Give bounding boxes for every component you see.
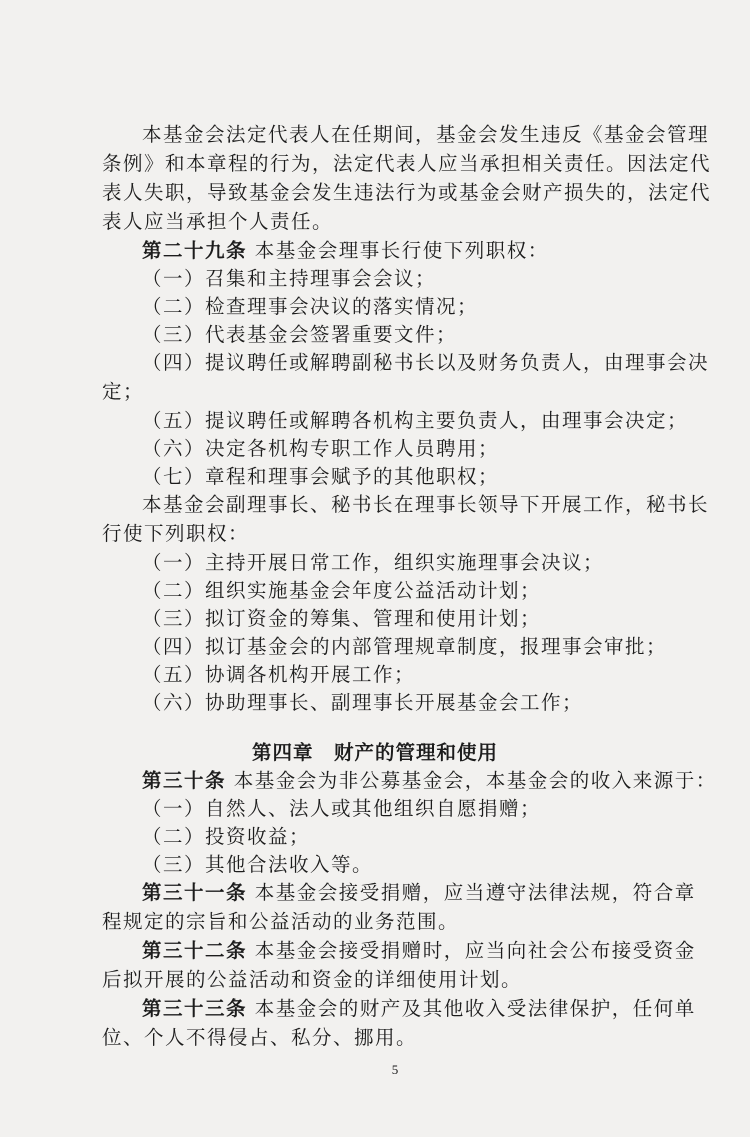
list-item: （二）检查理事会决议的落实情况； xyxy=(142,295,479,318)
chapter-title: 第四章 财产的管理和使用 xyxy=(251,741,498,764)
list-item: （一）召集和主持理事会会议； xyxy=(142,267,437,290)
article-heading: 第二十九条 xyxy=(142,239,248,262)
article-30 xyxy=(142,768,717,794)
paragraph-line: 位、个人不得侵占、私分、挪用。 xyxy=(102,1026,418,1049)
paragraph-line: 程规定的宗旨和公益活动的业务范围。 xyxy=(102,910,460,933)
list-item: （六）决定各机构专职工作人员聘用； xyxy=(142,437,500,460)
article-31 xyxy=(142,880,696,906)
paragraph-line: 行使下列职权： xyxy=(102,522,250,545)
article-text: 本基金会的财产及其他收入受法律保护，任何单 xyxy=(254,997,696,1020)
paragraph-line: 表人应当承担个人责任。 xyxy=(102,210,334,233)
article-heading: 第三十条 xyxy=(142,769,227,792)
list-item-continuation: 定； xyxy=(102,380,145,403)
article-text: 本基金会接受捐赠时，应当向社会公布接受资金 xyxy=(254,939,696,962)
paragraph-line: 本基金会法定代表人在任期间，基金会发生违反《基金会管理 xyxy=(142,123,710,146)
article-33 xyxy=(142,996,696,1022)
paragraph-line: 表人失职，导致基金会发生违法行为或基金会财产损失的，法定代 xyxy=(102,181,712,204)
list-item: （二）组织实施基金会年度公益活动计划； xyxy=(142,579,542,602)
list-item: （七）章程和理事会赋予的其他职权； xyxy=(142,465,500,488)
article-29 xyxy=(142,238,549,264)
paragraph-line: 后拟开展的公益活动和资金的详细使用计划。 xyxy=(102,968,523,991)
list-item: （一）自然人、法人或其他组织自愿捐赠； xyxy=(142,797,542,820)
article-heading: 第三十二条 xyxy=(142,939,248,962)
paragraph-line: 本基金会副理事长、秘书长在理事长领导下开展工作，秘书长 xyxy=(142,493,710,516)
list-item: （一）主持开展日常工作，组织实施理事会决议； xyxy=(142,551,605,574)
article-text: 本基金会为非公募基金会，本基金会的收入来源于： xyxy=(233,769,717,792)
article-heading: 第三十三条 xyxy=(142,997,248,1020)
list-item: （二）投资收益； xyxy=(142,825,311,848)
article-text: 本基金会接受捐赠，应当遵守法律法规，符合章 xyxy=(254,881,696,904)
page-number: 5 xyxy=(391,1062,399,1077)
list-item: （四）提议聘任或解聘副秘书长以及财务负责人，由理事会决 xyxy=(142,351,710,374)
paragraph-line: 条例》和本章程的行为，法定代表人应当承担相关责任。因法定代 xyxy=(102,152,712,175)
list-item: （三）拟订资金的筹集、管理和使用计划； xyxy=(142,607,542,630)
list-item: （四）拟订基金会的内部管理规章制度，报理事会审批； xyxy=(142,635,668,658)
list-item: （六）协助理事长、副理事长开展基金会工作； xyxy=(142,691,584,714)
list-item: （三）代表基金会签署重要文件； xyxy=(142,323,458,346)
article-text: 本基金会理事长行使下列职权： xyxy=(254,239,549,262)
list-item: （三）其他合法收入等。 xyxy=(142,853,374,876)
article-32 xyxy=(142,938,696,964)
list-item: （五）提议聘任或解聘各机构主要负责人，由理事会决定； xyxy=(142,409,689,432)
list-item: （五）协调各机构开展工作； xyxy=(142,663,416,686)
article-heading: 第三十一条 xyxy=(142,881,248,904)
